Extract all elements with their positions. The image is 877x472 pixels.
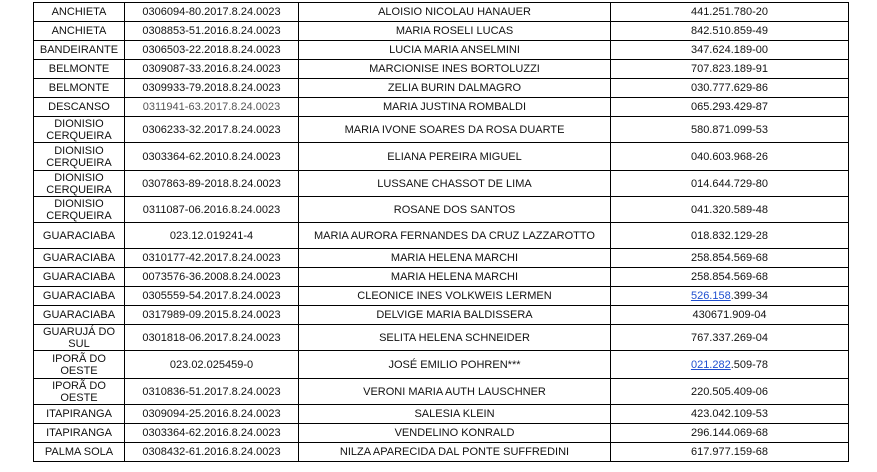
process-number-cell: 0073576-36.2008.8.24.0023 [125, 268, 299, 287]
process-number-cell: 0309094-25.2016.8.24.0023 [125, 405, 299, 424]
table-row [34, 3, 849, 22]
cpf-link[interactable]: 526.158 [690, 290, 731, 302]
city-cell: BELMONTE [34, 79, 125, 98]
city-cell: GUARUJÁ DO SUL [34, 325, 125, 351]
table-row [34, 143, 849, 171]
name-cell: LUSSANE CHASSOT DE LIMA [299, 171, 611, 197]
table-row [34, 405, 849, 424]
cpf-suffix: .399-34 [730, 290, 769, 302]
process-number-cell: 0317989-09.2015.8.24.0023 [125, 306, 299, 325]
cpf-cell: 041.320.589-48 [611, 197, 849, 223]
table-row [34, 171, 849, 197]
city-cell: DESCANSO [34, 98, 125, 117]
city-cell: DIONISIO CERQUEIRA [34, 197, 125, 223]
name-cell: MARIA HELENA MARCHI [299, 268, 611, 287]
table-row [34, 325, 849, 351]
cpf-cell: 423.042.109-53 [611, 405, 849, 424]
name-cell: ZELIA BURIN DALMAGRO [299, 79, 611, 98]
table-row [34, 249, 849, 268]
table-row [34, 98, 849, 117]
table-row [34, 41, 849, 60]
city-cell: ANCHIETA [34, 3, 125, 22]
table-row [34, 79, 849, 98]
cpf-suffix: .509-78 [730, 358, 769, 371]
name-cell: MARIA IVONE SOARES DA ROSA DUARTE [299, 117, 611, 143]
table-row [34, 351, 849, 379]
city-cell: GUARACIABA [34, 268, 125, 287]
process-number-cell: 0306503-22.2018.8.24.0023 [125, 41, 299, 60]
process-number-cell: 0306233-32.2017.8.24.0023 [125, 117, 299, 143]
records-table [33, 2, 849, 462]
table-row [34, 443, 849, 462]
cpf-cell: 030.777.629-86 [611, 79, 849, 98]
process-number-cell: 0310836-51.2017.8.24.0023 [125, 379, 299, 405]
cpf-link[interactable]: 021.282 [690, 358, 731, 371]
table-row [34, 197, 849, 223]
name-cell: MARIA HELENA MARCHI [299, 249, 611, 268]
process-number-cell: 0301818-06.2017.8.24.0023 [125, 325, 299, 351]
city-cell: BANDEIRANTE [34, 41, 125, 60]
process-number-cell: 023.02.025459-0 [125, 351, 299, 379]
table-row [34, 379, 849, 405]
cpf-cell: 347.624.189-00 [611, 41, 849, 60]
cpf-cell: 580.871.099-53 [611, 117, 849, 143]
cpf-cell: 767.337.269-04 [611, 325, 849, 351]
cpf-cell: 258.854.569-68 [611, 268, 849, 287]
cpf-cell [611, 351, 849, 379]
process-number-cell: 0309933-79.2018.8.24.0023 [125, 79, 299, 98]
cpf-cell: 842.510.859-49 [611, 22, 849, 41]
table-row [34, 287, 849, 306]
name-cell: CLEONICE INES VOLKWEIS LERMEN [299, 287, 611, 306]
process-number-cell: 0305559-54.2017.8.24.0023 [125, 287, 299, 306]
name-cell: ALOISIO NICOLAU HANAUER [299, 3, 611, 22]
name-cell: NILZA APARECIDA DAL PONTE SUFFREDINI [299, 443, 611, 462]
name-cell: JOSÉ EMILIO POHREN*** [299, 351, 611, 379]
cpf-cell: 617.977.159-68 [611, 443, 849, 462]
city-cell: DIONISIO CERQUEIRA [34, 171, 125, 197]
process-number-cell: 023.12.019241-4 [125, 223, 299, 249]
name-cell: SALESIA KLEIN [299, 405, 611, 424]
cpf-cell [611, 287, 849, 306]
process-number-cell: 0307863-89-2018.8.24.0023 [125, 171, 299, 197]
name-cell: MARIA AURORA FERNANDES DA CRUZ LAZZAROTTO [299, 223, 611, 249]
city-cell: ITAPIRANGA [34, 405, 125, 424]
cpf-cell: 296.144.069-68 [611, 424, 849, 443]
name-cell: MARCIONISE INES BORTOLUZZI [299, 60, 611, 79]
name-cell: SELITA HELENA SCHNEIDER [299, 325, 611, 351]
city-cell: ANCHIETA [34, 22, 125, 41]
table-row [34, 306, 849, 325]
name-cell: VENDELINO KONRALD [299, 424, 611, 443]
table-row [34, 22, 849, 41]
cpf-cell: 014.644.729-80 [611, 171, 849, 197]
cpf-cell: 040.603.968-26 [611, 143, 849, 171]
cpf-cell: 430671.909-04 [611, 306, 849, 325]
cpf-cell: 441.251.780-20 [611, 3, 849, 22]
cpf-cell: 018.832.129-28 [611, 223, 849, 249]
city-cell: DIONISIO CERQUEIRA [34, 117, 125, 143]
cpf-cell: 707.823.189-91 [611, 60, 849, 79]
cpf-cell: 220.505.409-06 [611, 379, 849, 405]
name-cell: MARIA JUSTINA ROMBALDI [299, 98, 611, 117]
city-cell: ITAPIRANGA [34, 424, 125, 443]
table-row [34, 268, 849, 287]
process-number-cell: 0311941-63.2017.8.24.0023 [125, 98, 299, 117]
table-row [34, 223, 849, 249]
cpf-cell: 258.854.569-68 [611, 249, 849, 268]
process-number-cell: 0306094-80.2017.8.24.0023 [125, 3, 299, 22]
process-number-cell: 0308853-51.2016.8.24.0023 [125, 22, 299, 41]
name-cell: DELVIGE MARIA BALDISSERA [299, 306, 611, 325]
city-cell: BELMONTE [34, 60, 125, 79]
table-row [34, 117, 849, 143]
city-cell: DIONISIO CERQUEIRA [34, 143, 125, 171]
city-cell: GUARACIABA [34, 306, 125, 325]
name-cell: VERONI MARIA AUTH LAUSCHNER [299, 379, 611, 405]
table-row [34, 60, 849, 79]
name-cell: LUCIA MARIA ANSELMINI [299, 41, 611, 60]
city-cell: PALMA SOLA [34, 443, 125, 462]
city-cell: IPORÃ DO OESTE [34, 379, 125, 405]
table-row [34, 424, 849, 443]
process-number-cell: 0309087-33.2016.8.24.0023 [125, 60, 299, 79]
name-cell: ROSANE DOS SANTOS [299, 197, 611, 223]
process-number-cell: 0308432-61.2016.8.24.0023 [125, 443, 299, 462]
cpf-cell: 065.293.429-87 [611, 98, 849, 117]
name-cell: MARIA ROSELI LUCAS [299, 22, 611, 41]
process-number-cell: 0303364-62.2016.8.24.0023 [125, 424, 299, 443]
process-number-cell: 0311087-06.2016.8.24.0023 [125, 197, 299, 223]
city-cell: IPORÃ DO OESTE [34, 351, 125, 379]
city-cell: GUARACIABA [34, 223, 125, 249]
process-number-cell: 0303364-62.2010.8.24.0023 [125, 143, 299, 171]
name-cell: ELIANA PEREIRA MIGUEL [299, 143, 611, 171]
city-cell: GUARACIABA [34, 287, 125, 306]
process-number-cell: 0310177-42.2017.8.24.0023 [125, 249, 299, 268]
city-cell: GUARACIABA [34, 249, 125, 268]
